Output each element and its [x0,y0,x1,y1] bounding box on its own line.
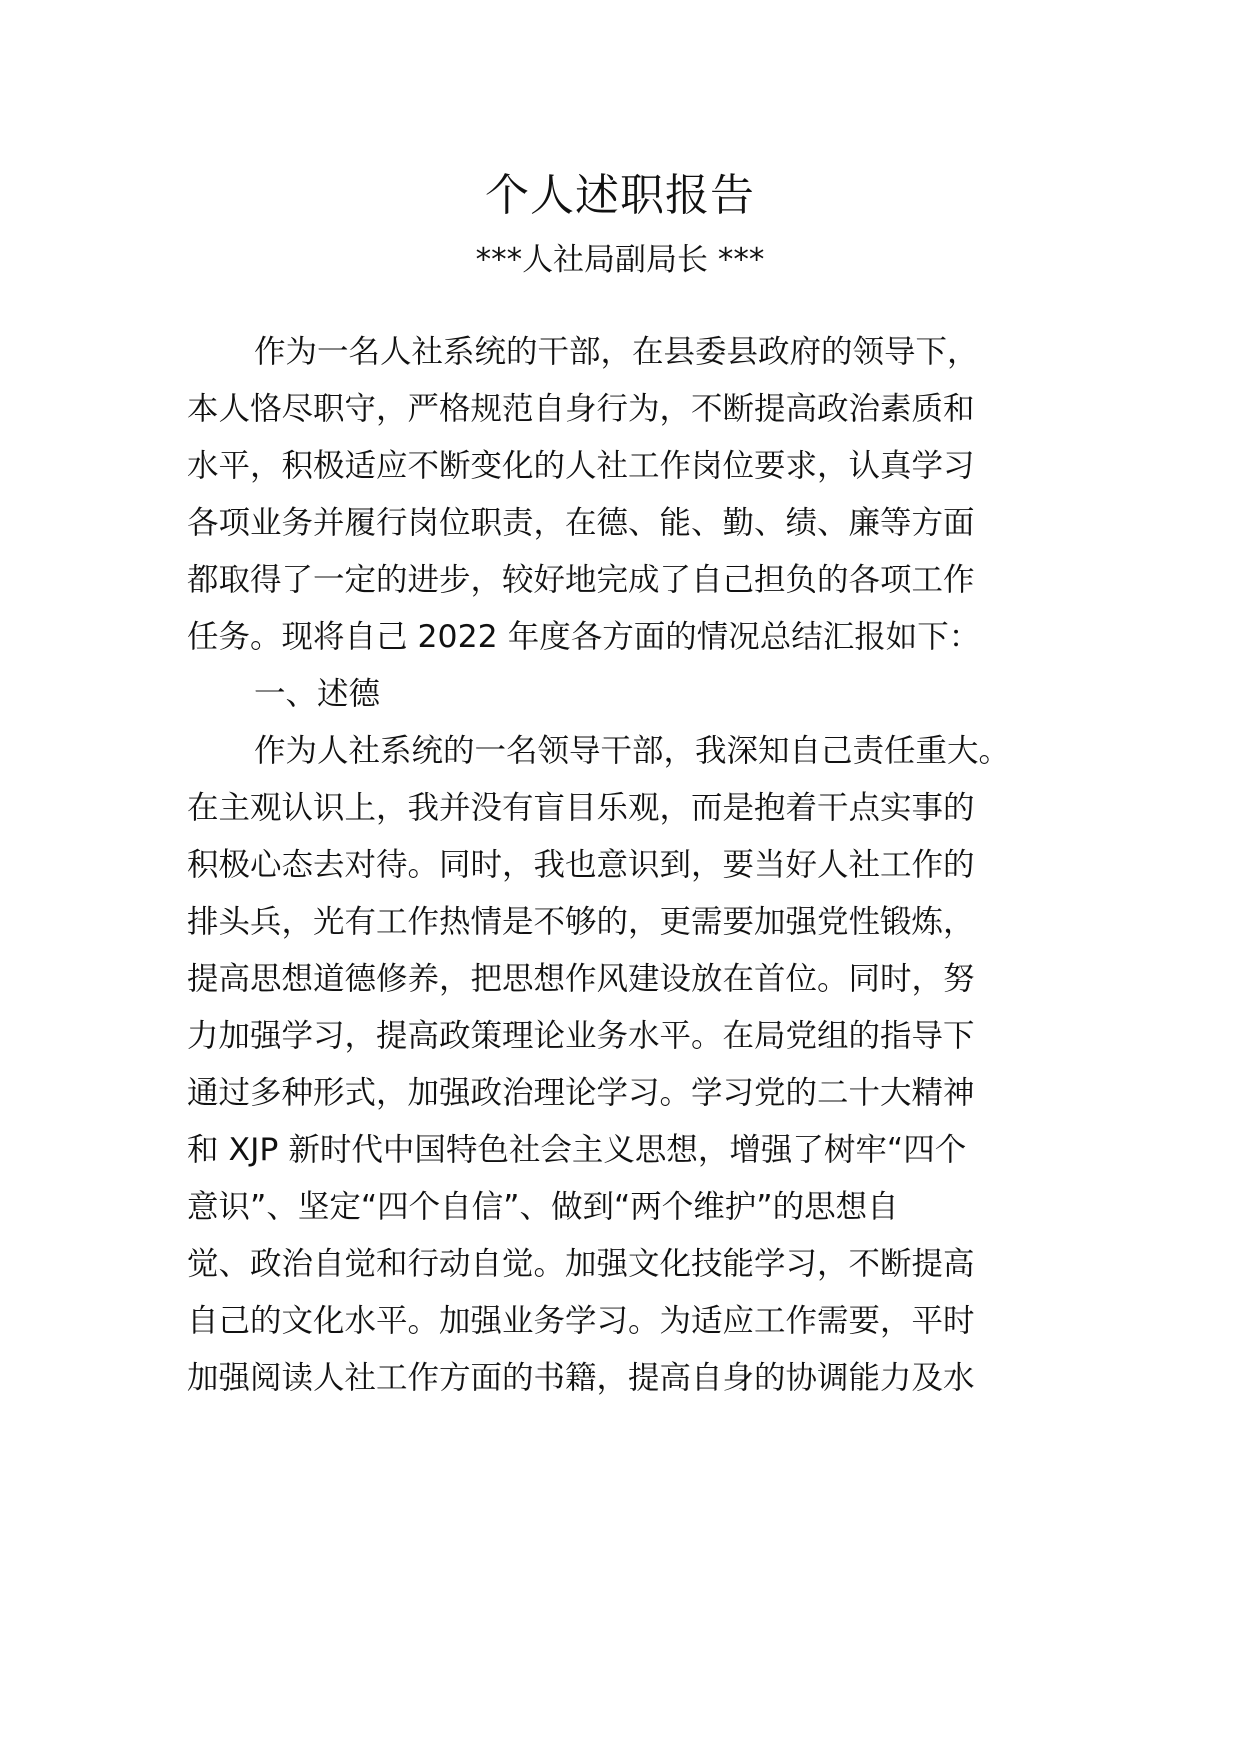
paragraph-line: 本人恪尽职守，严格规范自身行为，不断提高政治素质和 [187,391,975,427]
section-heading: 一、述德 [254,676,381,712]
paragraph-line: 任务。现将自己 2022 年度各方面的情况总结汇报如下： [187,619,981,655]
document-subtitle: ***人社局副局长 *** [475,242,765,278]
paragraph-line: 各项业务并履行岗位职责，在德、能、勤、绩、廉等方面 [187,505,975,541]
paragraph-line: 通过多种形式，加强政治理论学习。学习党的二十大精神 [187,1075,975,1111]
paragraph-line: 和 XJP 新时代中国特色社会主义思想，增强了树牢“四个 [187,1132,967,1168]
paragraph-line: 提高思想道德修养，把思想作风建设放在首位。同时，努 [187,961,975,997]
paragraph-line: 觉、政治自觉和行动自觉。加强文化技能学习，不断提高 [187,1246,975,1282]
paragraph-line: 意识”、坚定“四个自信”、做到“两个维护”的思想自 [187,1189,899,1225]
paragraph-line: 在主观认识上，我并没有盲目乐观，而是抱着干点实事的 [187,790,975,826]
paragraph-line: 作为人社系统的一名领导干部，我深知自己责任重大。 [254,733,1011,769]
paragraph-line: 作为一名人社系统的干部，在县委县政府的领导下， [254,334,979,370]
paragraph-line: 力加强学习，提高政策理论业务水平。在局党组的指导下 [187,1018,975,1054]
paragraph-line: 排头兵，光有工作热情是不够的，更需要加强党性锻炼， [187,904,975,940]
paragraph-line: 水平，积极适应不断变化的人社工作岗位要求，认真学习 [187,448,975,484]
document-title: 个人述职报告 [485,170,755,221]
paragraph-line: 积极心态去对待。同时，我也意识到，要当好人社工作的 [187,847,975,883]
paragraph-line: 自己的文化水平。加强业务学习。为适应工作需要，平时 [187,1303,975,1339]
paragraph-line: 加强阅读人社工作方面的书籍，提高自身的协调能力及水 [187,1360,975,1396]
paragraph-line: 都取得了一定的进步，较好地完成了自己担负的各项工作 [187,562,975,598]
